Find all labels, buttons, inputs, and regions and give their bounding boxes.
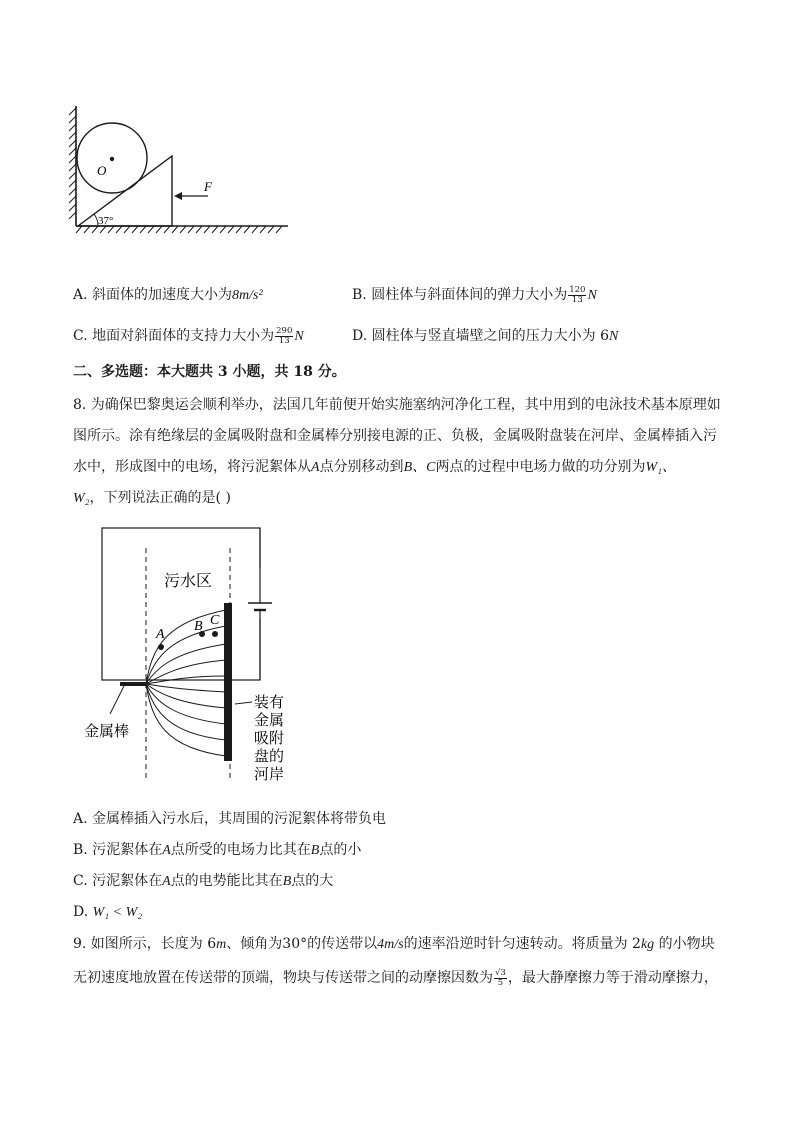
- unit: N: [294, 329, 304, 344]
- point-b-label: B: [194, 619, 203, 634]
- fraction-numerator: 120: [569, 284, 586, 295]
- bank-label: [254, 694, 284, 783]
- q8-points-bc: B、C: [403, 460, 436, 475]
- section-heading-text: 二、多选题：本大题共 3 小题，共 18 分。: [73, 364, 346, 380]
- fraction-numerator: √3: [495, 967, 506, 978]
- q9-unit: m: [216, 937, 227, 952]
- bank-label-line: 金属: [254, 713, 285, 729]
- q8-text: 水中，形成图中的电场，将污泥絮体从: [73, 459, 311, 475]
- q8-option-d: [73, 902, 142, 923]
- q8-option-c: [73, 871, 333, 892]
- bank-label-line: 河岸: [254, 767, 285, 783]
- q9-text: 、倾角为: [226, 936, 283, 952]
- figure-cylinder-incline: [60, 100, 300, 240]
- fraction-numerator: 290: [276, 325, 293, 336]
- rod-label: 金属棒: [84, 722, 130, 740]
- q8-line-4: [73, 488, 231, 509]
- q8-option-c-point: B: [282, 874, 292, 889]
- q9-text: 的小物块: [654, 936, 715, 952]
- unit: N: [587, 288, 597, 303]
- fraction-denominator: 13: [278, 335, 290, 346]
- q8-option-d-text: D.: [73, 904, 89, 920]
- q7-option-b: [352, 285, 597, 306]
- q7-option-d: [352, 326, 618, 347]
- bank-label-line: 盘的: [254, 749, 285, 765]
- q8-option-c-text: 点的电势能比其在: [170, 873, 283, 889]
- q8-option-b-text: 点所受的电场力比其在: [170, 842, 311, 858]
- q8-line-3: [73, 457, 676, 478]
- q8-line-2: 图所示。涂有绝缘层的金属吸附盘和金属棒分别接电源的正、负极，金属吸附盘装在河岸、金属棒插入污: [73, 428, 717, 444]
- q8-text: 两点的过程中电场力做的功分别为: [435, 459, 646, 475]
- q7-option-d-text: D. 圆柱体与竖直墙壁之间的压力大小为 6: [352, 328, 609, 344]
- q8-option-b-text: 点的小: [319, 842, 362, 858]
- angle-label: 37°: [98, 215, 114, 227]
- q9-angle: 30°: [282, 936, 308, 952]
- fraction-denominator: 5: [497, 977, 504, 988]
- q8-option-a: A. 金属棒插入污水后，其周围的污泥絮体将带负电: [73, 811, 387, 827]
- q8-text: ，下列说法正确的是( ): [89, 490, 231, 506]
- bank-label-line: 装有: [254, 695, 285, 711]
- q8-option-b-text: B. 污泥絮体在: [73, 842, 163, 858]
- figure-electrophoresis: [70, 518, 310, 788]
- q9-line-1: [73, 934, 715, 955]
- q9-text: 的传送带以: [307, 936, 378, 952]
- q7-option-a-math: 8m/s²: [232, 288, 263, 303]
- q9-text: ，最大静摩擦力等于滑动摩擦力，: [507, 970, 718, 986]
- q9-line-2: [73, 968, 718, 988]
- q8-option-c-point: A: [162, 874, 171, 889]
- point-c-label: C: [210, 613, 220, 628]
- wastewater-label: 污水区: [164, 571, 213, 590]
- q9-mu-fraction: [494, 969, 507, 988]
- q9-unit: kg: [640, 937, 655, 952]
- q8-w2: W₂: [73, 491, 90, 506]
- q7-option-c: [73, 326, 304, 347]
- q9-text: 的速率沿逆时针匀速转动。将质量为 2: [403, 936, 641, 952]
- point-a-label: A: [156, 627, 165, 642]
- q9-text: 9. 如图所示，长度为 6: [73, 936, 217, 952]
- fraction-denominator: 13: [571, 294, 583, 305]
- q8-option-b-point: B: [310, 843, 320, 858]
- q8-option-b: [73, 840, 361, 861]
- q8-option-c-text: C. 污泥絮体在: [73, 873, 163, 889]
- q7-option-c-fraction: [275, 327, 293, 346]
- q8-text: 点分别移动到: [319, 459, 404, 475]
- q9-speed: 4m/s: [377, 937, 404, 952]
- q7-option-a-text: A. 斜面体的加速度大小为: [73, 287, 233, 303]
- label-F: F: [204, 179, 212, 194]
- q9-text: 无初速度地放置在传送带的顶端，物块与传送带之间的动摩擦因数为: [73, 970, 493, 986]
- q8-option-b-point: A: [162, 843, 171, 858]
- bank-label-line: 吸附: [254, 731, 285, 747]
- q8-line-1: 8. 为确保巴黎奥运会顺利举办，法国几年前便开始实施塞纳河净化工程，其中用到的电泳技术基本原理如: [73, 397, 721, 413]
- section-heading: [73, 362, 346, 382]
- q8-w1: W₁、: [645, 460, 676, 475]
- label-O: O: [97, 163, 107, 178]
- unit: N: [608, 329, 619, 344]
- q7-option-c-text: C. 地面对斜面体的支持力大小为: [73, 328, 275, 344]
- q8-point-a: A: [311, 460, 320, 475]
- q8-option-d-math: W₁ < W₂: [92, 905, 143, 920]
- q7-option-b-fraction: [568, 286, 586, 305]
- q8-option-c-text: 点的大: [291, 873, 334, 889]
- q7-option-a: [73, 285, 263, 306]
- q7-option-b-text: B. 圆柱体与斜面体间的弹力大小为: [352, 287, 568, 303]
